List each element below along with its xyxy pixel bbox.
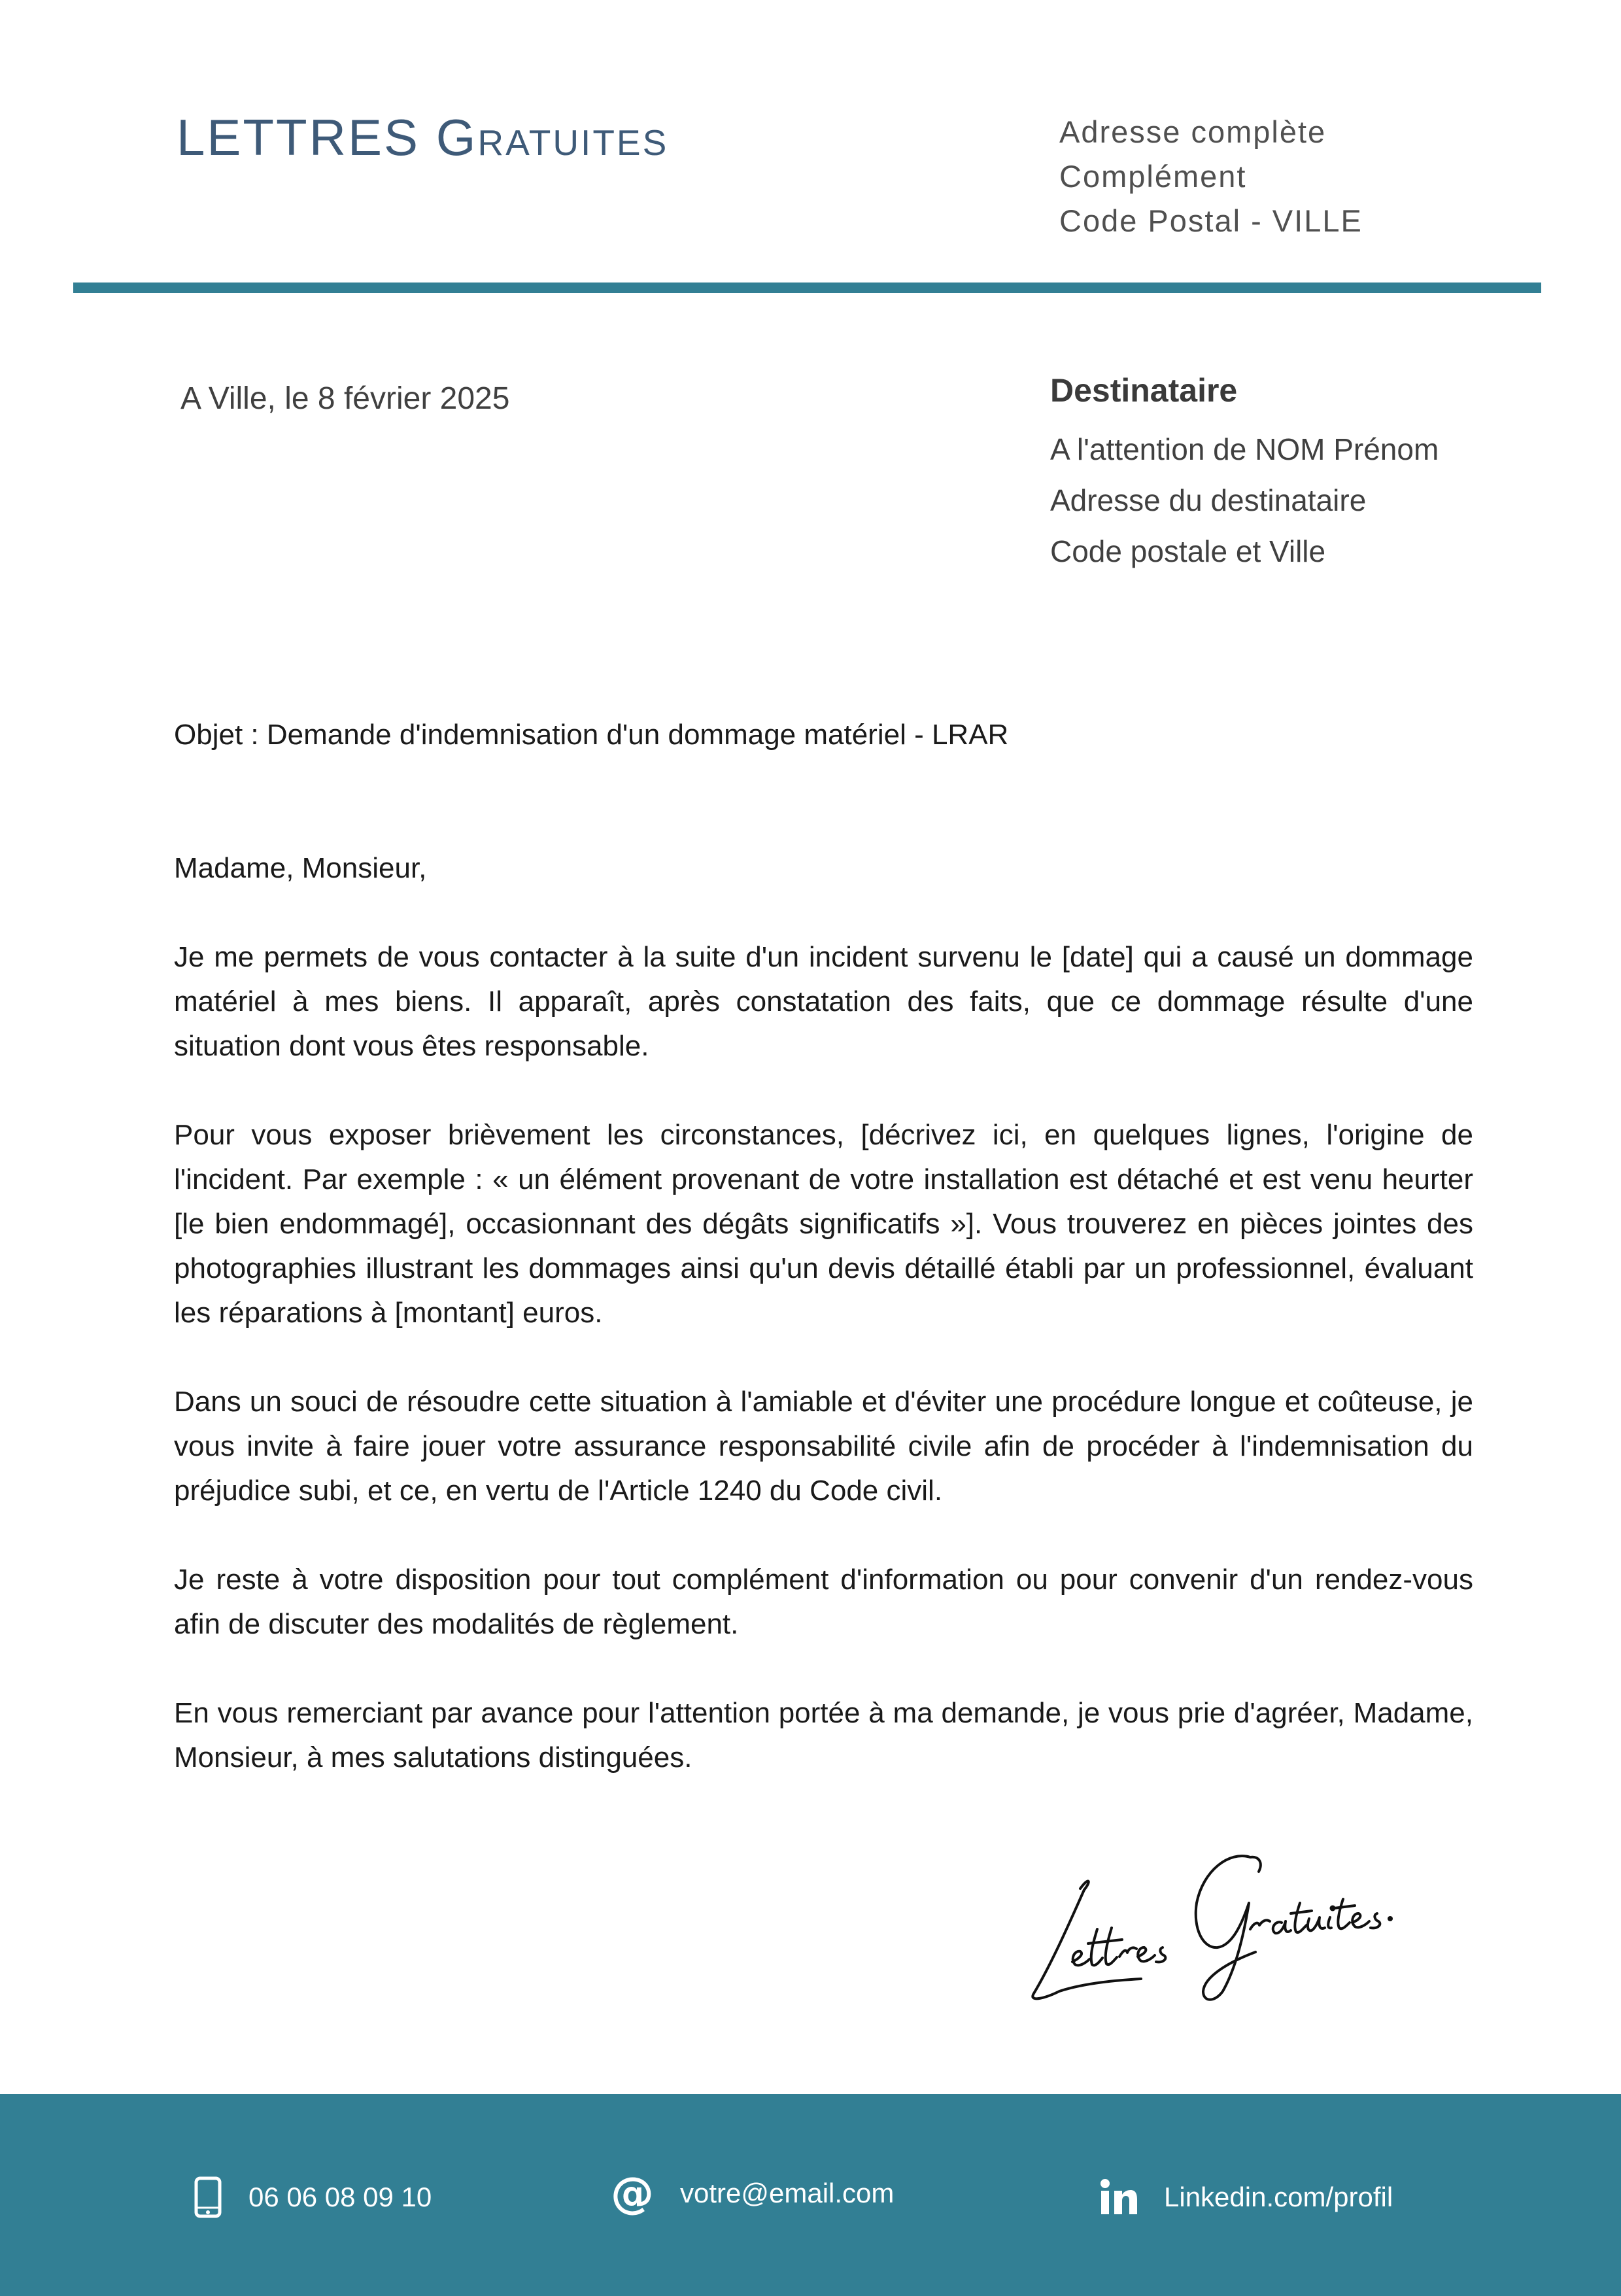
letter-paragraph: Dans un souci de résoudre cette situation à l'amiable et d'éviter une procédure longue et coûteuse, je vous invite à faire jouer votre assurance responsabilité civile afin de procéder à l'indemnisation du préjudice subi, et ce, en vertu de l'Article 1240 du Code civil.	[174, 1386, 1473, 1507]
sender-address-line: Adresse complète	[1059, 114, 1327, 149]
footer-linkedin[interactable]	[1100, 2171, 1393, 2223]
linkedin-icon	[1100, 2179, 1138, 2216]
letter-object: Objet : Demande d'indemnisation d'un dommage matériel - LRAR	[174, 719, 1009, 751]
recipient-line: Adresse du destinataire	[1050, 483, 1367, 517]
brand-word-gratuites: Gratuites	[435, 109, 669, 166]
brand-title	[177, 110, 668, 166]
letter-salutation: Madame, Monsieur,	[174, 852, 427, 884]
recipient-line: Code postale et Ville	[1050, 534, 1326, 568]
recipient-block	[1050, 371, 1439, 577]
at-sign-icon: @	[611, 2168, 654, 2218]
handwritten-signature	[1007, 1831, 1399, 2021]
letter-paragraph: Pour vous exposer brièvement les circonstances, [décrivez ici, en quelques lignes, l'origine de l'incident. Par exemple : « un élément provenant de votre installation est détaché et est venu heurter [le bien endommagé], occasionnant des dégâts significatifs »]. Vous trouverez en pièces jointes des photographies illustrant les dommages ainsi qu'un devis détaillé établi par un professionnel, évaluant les réparations à [montant] euros.	[174, 1119, 1473, 1329]
email-address: votre@email.com	[680, 2178, 895, 2208]
footer-bar	[0, 2094, 1621, 2296]
phone-number: 06 06 08 09 10	[248, 2182, 432, 2212]
letter-paragraph: En vous remerciant par avance pour l'attention portée à ma demande, je vous prie d'agréer, Madame, Monsieur, à mes salutations distinguées.	[174, 1697, 1473, 1773]
linkedin-url: Linkedin.com/profil	[1164, 2182, 1393, 2212]
sender-address	[1059, 110, 1363, 243]
footer-email[interactable]	[611, 2167, 894, 2219]
sender-address-line: Code Postal - VILLE	[1059, 203, 1363, 238]
sender-address-line: Complément	[1059, 159, 1247, 194]
brand-word-lettres: LETTRES	[177, 109, 420, 166]
footer-phone[interactable]	[194, 2171, 432, 2223]
letter-paragraph: Je reste à votre disposition pour tout complément d'information ou pour convenir d'un rendez-vous afin de discuter des modalités de règlement.	[174, 1564, 1473, 1640]
letter-date: A Ville, le 8 février 2025	[180, 381, 510, 416]
recipient-line: A l'attention de NOM Prénom	[1050, 432, 1439, 466]
letter-paragraph: Je me permets de vous contacter à la suite d'un incident survenu le [date] qui a causé un dommage matériel à mes biens. Il apparaît, après constatation des faits, que ce dommage résulte d'une situation dont vous êtes responsable.	[174, 941, 1473, 1062]
letter-body	[174, 713, 1473, 1825]
smartphone-icon	[194, 2176, 222, 2218]
header-divider	[73, 283, 1541, 293]
recipient-title: Destinataire	[1050, 372, 1238, 409]
